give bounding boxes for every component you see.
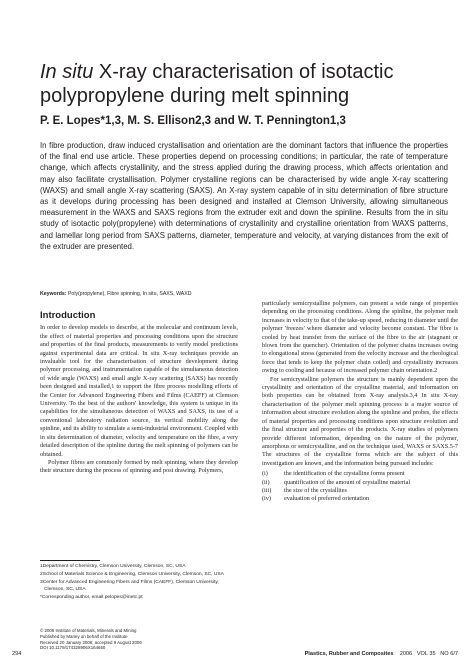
author-list: P. E. Lopes*1,3, M. S. Ellison2,3 and W. T. Pennington1,3 [40,115,346,127]
intro-paragraph-4: For semicrystalline polymers the structure is mainly dependent upon the crystallinity and orientation of the crystalline material, and information on both properties can be obtained from X-ray analysis.3,4 In situ X-ray characterisation of the polymer melt spinning process is a major source of information about structure evolution along the spinline and probes, the effects of material properties and processing conditions upon structure evolution and the final structure and properties of the products. X-ray studies of polymers provide different information, depending on the nature of the polymer, amorphous or semicrystalline, and on the technique used, WAXS or SAXS.5-7 The structures of the crystalline forms which are the subject of this investigation are known, and the information being pursued includes: [262,375,458,467]
journal-footer [262,651,458,657]
intro-paragraph-3: particularly semicrystalline polymers, can present a wide range of properties depending on the processing conditions. Along the spinline, the polymer melt increases in velocity to that of the take-up speed, reducing in diameter until the polymer 'freezes' where diameter and velocity become constant. The fibre is cooled by heat transfer from the surface of the fibre to the air (stagnant or blown from the quencher). Orientation of the polymer chains increases owing to elongational stress (generated from the velocity increase and the rheological force that tends to keep the polymer chain coiled) and crystallinity increases owing to cooling and because of increased polymer chain orientation.2 [262,300,458,375]
list-item [262,487,458,495]
list-item-number: (iv) [262,495,271,503]
info-list [262,470,458,504]
section-heading-introduction: Introduction [40,310,96,321]
copyright-line: © 2006 Institute of Materials, Minerals and Mining [40,628,137,633]
title-rest: X-ray characterisation of isotactic polypropylene during melt spinning [40,61,394,107]
list-item [262,479,458,487]
journal-issue: NO 6/7 [440,651,458,657]
journal-year: 2006 [399,651,413,657]
list-item-text: quantification of the amount of crystalline material [284,478,411,486]
list-item [262,470,458,478]
intro-paragraph-2: Polymer fibres are commonly formed by melt spinning, where they develop their structure during the process of spinning and post drawing. Polymers, [40,458,238,475]
list-item-number: (iii) [262,486,272,494]
list-item-text: the identification of the crystalline forms present [284,470,405,478]
footnote: 3Center for Advanced Engineering Fibers and Films (CAEFF), Clemson University, Clemson, SC, USA [40,580,219,592]
received-line: Received 20 January 2006; accepted 9 August 2006 [40,639,142,645]
intro-paragraph-1: In order to develop models to describe, at the molecular and continuum levels, the effect of material properties and processing conditions upon the structure and properties of the final products, measurements to verify model predictions against experimental data are critical. In situ X-ray techniques provide an invaluable tool for the characterisation of structure development during polymer processing, and instrumentation capable of the simultaneous detection of wide angle (WAXS) and small angle X-ray scattering (SAXS) has recently been designed and installed,1 to support the fibre process modelling efforts of the Center for Advanced Engineering Fibers and Films (CAEFF) at Clemson University. To the best of the authors' knowledge, this system is unique in its capabilities for the simultaneous detection of WAXS and SAXS, its use of a conventional laboratory radiation source, its vertical mobility along the spinline, and its ability to simulate a semi-industrial environment. Coupled with in situ determination of diameter, velocity and temperature on the fibre, a very detailed description of the spinline during the melt spinning of polymers can be obtained. [40,324,238,458]
list-item-number: (i) [262,470,268,478]
right-column [262,300,458,504]
journal-name: Plastics, Rubber and Composites [304,651,394,657]
keywords-label: Keywords: [40,291,67,297]
keywords-text: Poly(propylene), Fibre spinning, In situ, SAXS, WAXD [66,291,192,297]
journal-volume: VOL 35 [416,651,436,657]
list-item-text: the size of the crystallites [284,486,347,494]
keywords [40,291,448,297]
page-number: 294 [12,651,22,657]
footnote: 2School of Materials Science & Engineering, Clemson University, Clemson, SC, USA [40,572,224,578]
footnote-divider [40,560,100,561]
affiliation-footnotes [40,560,238,603]
title-italic-part: In situ [40,61,94,83]
footnote: 1Department of Chemistry, Clemson University, Clemson, SC, USA [40,564,186,569]
list-item [262,495,458,503]
list-item-text: evaluation of preferred orientation [284,495,370,503]
abstract: In fibre production, draw induced crystallisation and orientation are the dominant factors that influence the properties of the final end use article. These properties depend on processing conditions; in particular, the rate of temperature change, which affects crystallinity, and the stress applied during the drawing process, which affects orientation and may also facilitate crystallisation. Polymer crystalline regions can be characterised by wide angle X-ray scattering (WAXS) and small angle X-ray scattering (SAXS). An X-ray system capable of in situ determination of fibre structure as it develops during processing has been designed and installed at Clemson University, allowing simultaneous measurement in the WAXS and SAXS regions from the extruder exit and down the spinline. Results from the in situ study of isotactic poly(propylene) with determinations of crystallinity and crystalline orientation from WAXS patterns, and lamellar long period from SAXS patterns, diameter, temperature and velocity, at varying distances from the exit of the extruder are presented. [40,141,448,251]
doi-line: DOI 10.1179/174328906X164650 [40,645,106,651]
article-title [40,60,460,108]
copyright-block [40,628,240,651]
left-column [40,300,238,476]
publisher-line: Published by Maney on behalf of the Institute [40,633,128,639]
list-item-number: (ii) [262,478,270,486]
footnote: *Corresponding author, email pelopes@inetc.pt [40,594,143,600]
